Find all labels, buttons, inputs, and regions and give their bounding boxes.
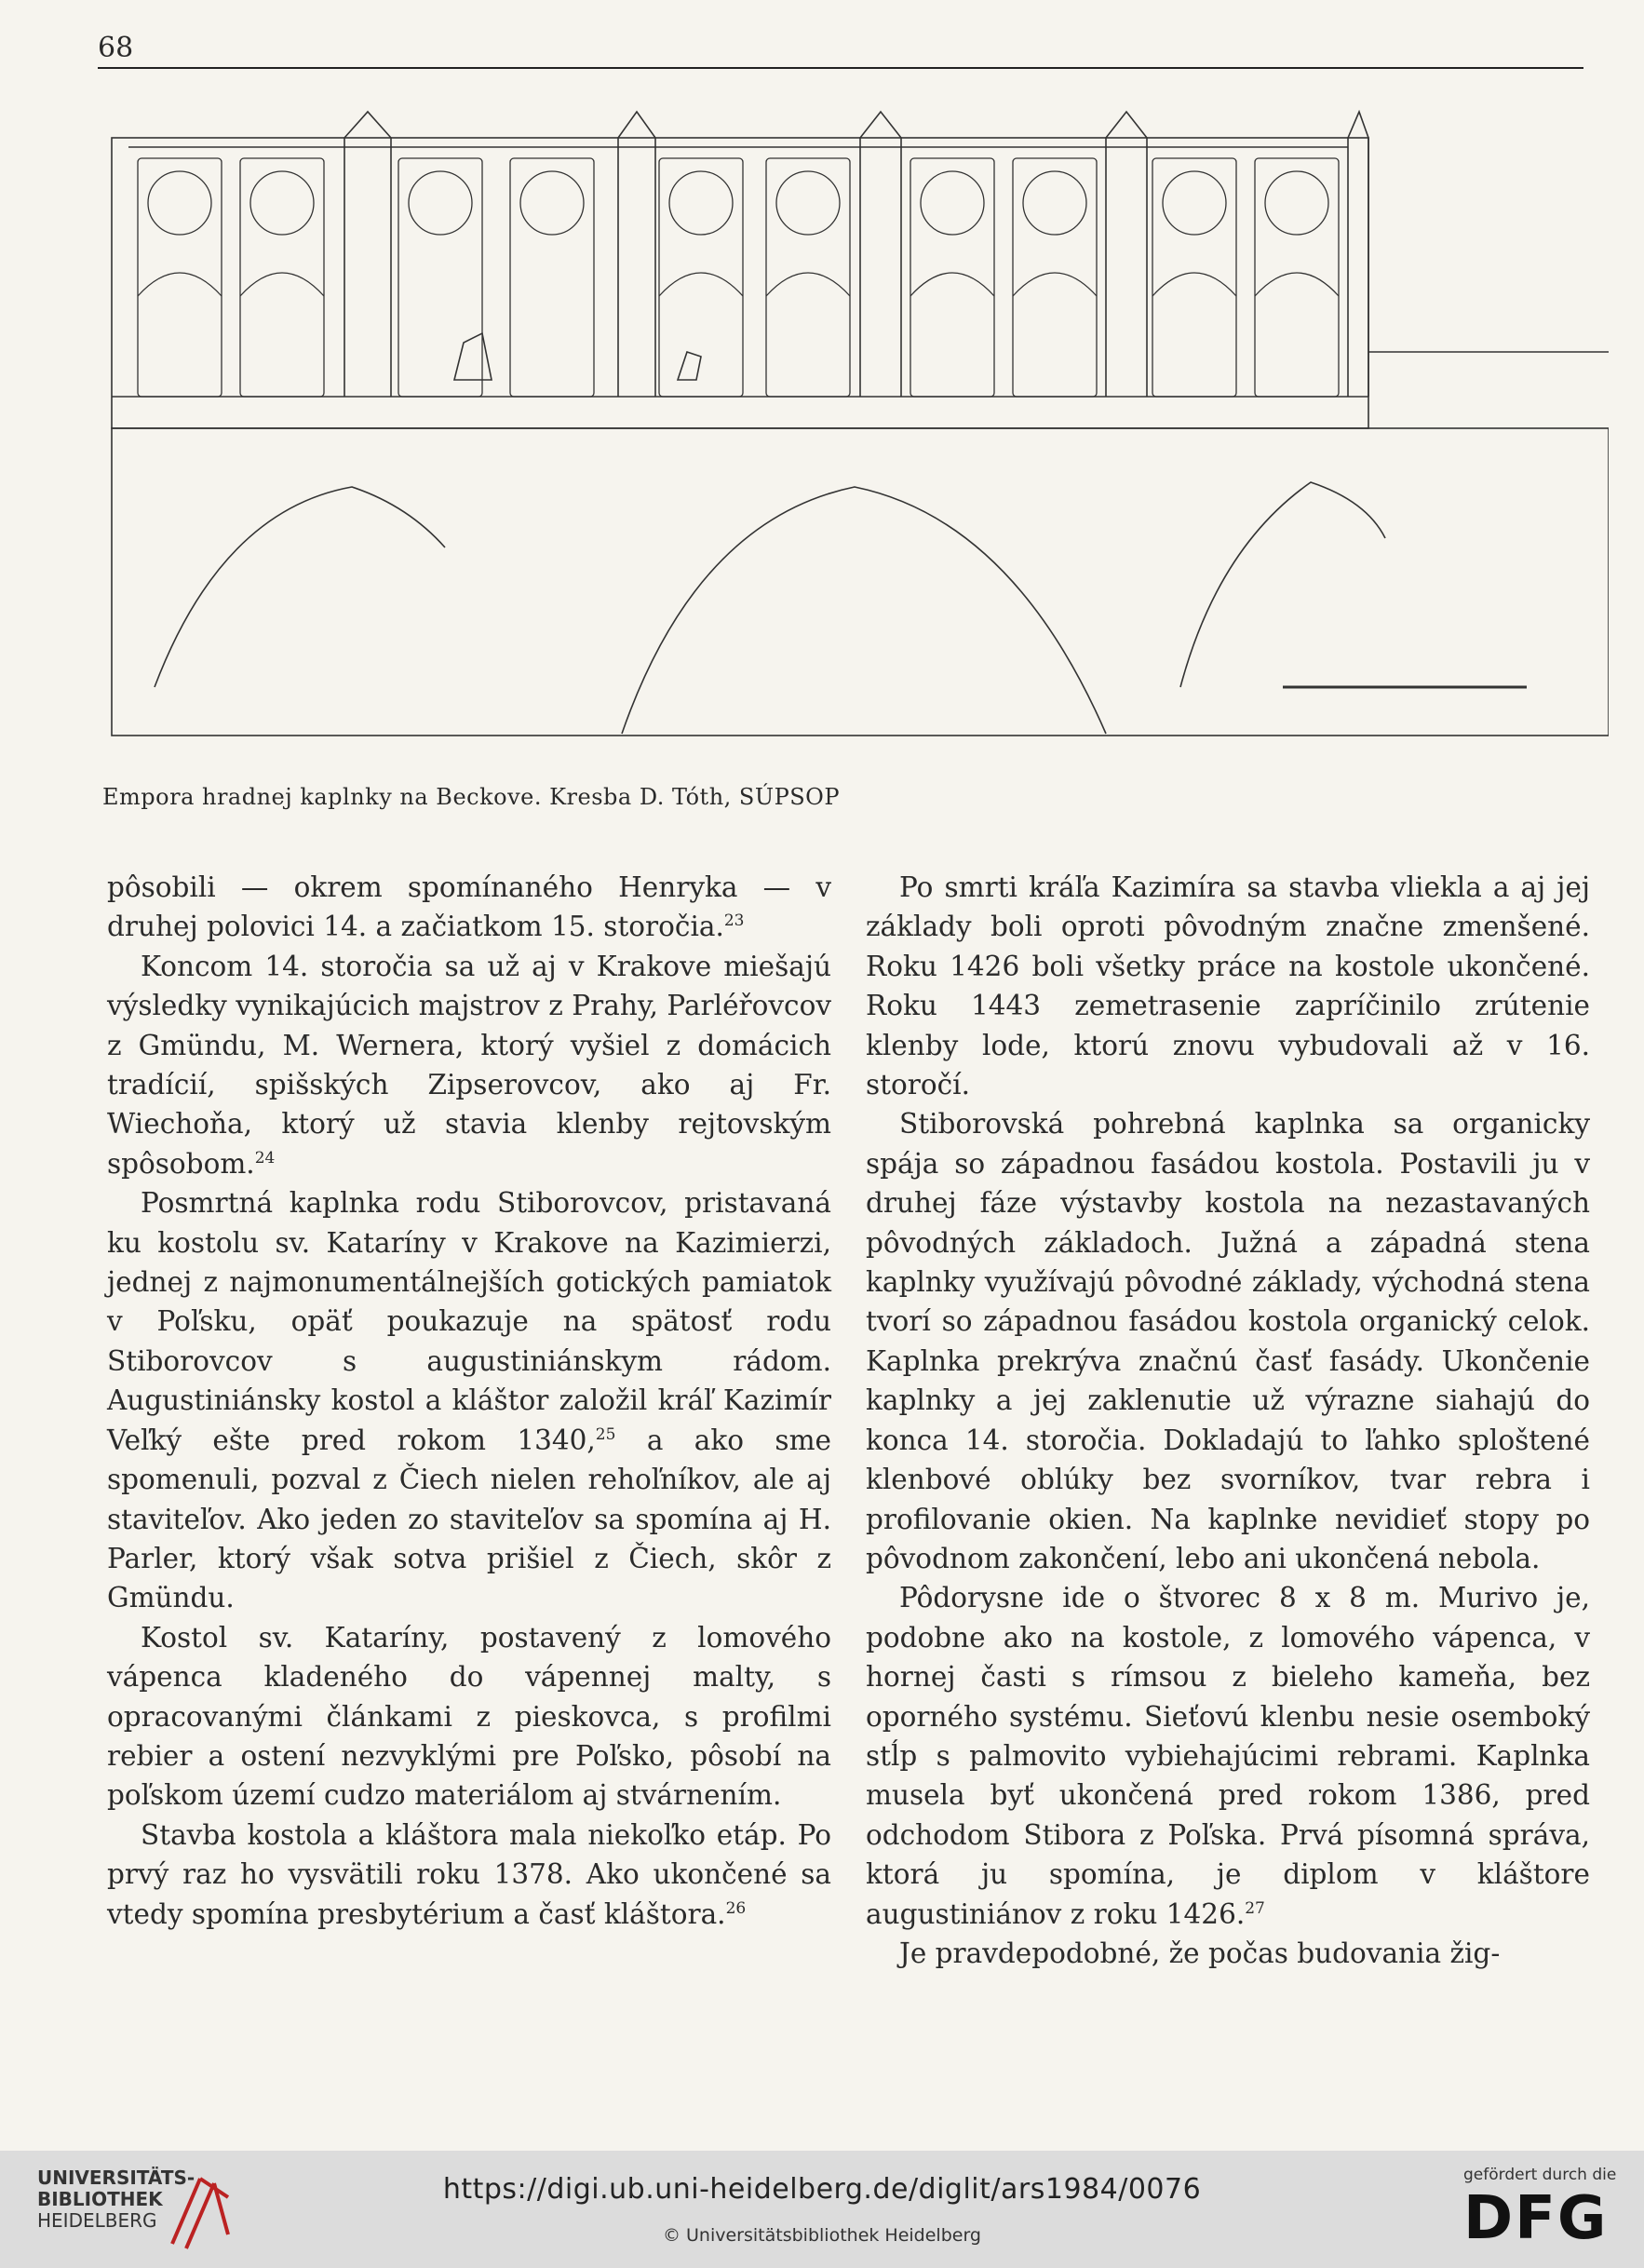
footnote-ref: 24 — [254, 1149, 276, 1168]
paragraph: Je pravdepodobné, že počas budovania žig- — [899, 1937, 1501, 1969]
footnote-ref: 25 — [595, 1424, 616, 1444]
footnote-ref: 27 — [1245, 1898, 1265, 1918]
figure-caption: Empora hradnej kaplnky na Beckove. Kresba D. Tóth, SÚPSOP — [102, 784, 840, 810]
paragraph: Stavba kostola a kláštora mala niekoľko etáp. Po prvý raz ho vysvätili roku 1378. Ako ukončené sa vtedy spomína presbytérium a časť kláštora.$^{26}$ — [107, 1818, 831, 1930]
paragraph: Pôdorysne ide o štvorec 8 x 8 m. Murivo je, podobne ako na kostole, z lomového vápenca, v hornej časti s rímsou z bieleho kameňa, bez oporného systému. Sieťovú klenbu nesie osemboký stĺp s palmovito vybiehajúcimi rebrami. Kaplnka musela byť ukončená pred rokom 1386, pred odchodom Stibora z Poľska. Prvá písomná správa, ktorá ju spomína, je diplom v kláštore augustiniánov z roku 1426.27 — [866, 1582, 1590, 1930]
funded-by-label: gefördert durch die — [1463, 2166, 1617, 2184]
footnote-ref: 23 — [723, 911, 745, 931]
paragraph: Koncom 14. storočia sa už aj v Krakove miešajú výsledky vynikajúcich majstrov z Prahy, Parléřovcov z Gmündu, M. Wernera, ktorý vyšiel z domácich tradícií, spišských Zipserovcov, ako aj Fr. Wiechoňa, ktorý už stavia klenby rejtovským spôsobom.$^{24}$ — [107, 950, 831, 1180]
paragraph: Posmrtná kaplnka rodu Stiborovcov, pristavaná ku kostolu sv. Kataríny v Krakove na Kazimierzi, jednej z najmonumentálnejších gotických pamiatok v Poľsku, opäť poukazuje na spätosť rodu Stiborovcov s augustiniánskym rádom. Augustiniánsky kostol a kláštor založil kráľ Kazimír Veľký ešte pred rokom 1340,25 a ako sme spomenuli, pozval z Čiech nielen rehoľníkov, ale aj staviteľov. Ako jeden zo staviteľov sa spomína aj H. Parler, ktorý však sotva prišiel z Čiech, skôr z Gmündu. — [107, 1187, 831, 1614]
left-column — [107, 868, 831, 1934]
header-rule — [98, 67, 1583, 69]
paragraph: Stiborovská pohrebná kaplnka sa organicky spája so západnou fasádou kostola. Postavili ju v druhej fáze výstavby kostola na nezastavaných pôvodných základoch. Južná a západná stena kaplnky využívajú pôvodné základy, východná stena tvorí so západnou fasádou kostola organický celok. Kaplnka prekrýva značnú časť fasády. Ukončenie kaplnky a jej zaklenutie už výrazne siahajú do konca 14. storočia. Dokladajú to ľahko sploštené klenbové oblúky bez svorníkov, tvar rebra i profilovanie okien. Na kaplnke nevidieť stopy po pôvodnom zakončení, lebo ani ukončená nebola. — [866, 1108, 1590, 1574]
right-column — [866, 868, 1590, 1973]
architectural-drawing — [101, 110, 1609, 743]
paragraph: pôsobili — okrem spomínaného Henryka — v druhej polovici 14. a začiatkom 15. storočia.$^{23}$ — [107, 871, 831, 943]
paragraph: Kostol sv. Kataríny, postavený z lomového vápenca kladeného do vápennej malty, s opracovanými článkami z pieskovca, s profilmi rebier a ostení nezvyklými pre Poľsko, pôsobí na poľskom území cudzo materiálom aj stvárnením. — [107, 1621, 831, 1812]
paragraph: Po smrti kráľa Kazimíra sa stavba vliekla a aj jej základy boli oproti pôvodným značne zmenšené. Roku 1426 boli všetky práce na kostole ukončené. Roku 1443 zemetrasenie zapríčinilo zrútenie klenby lode, ktorú znovu vybudovali až v 16. storočí. — [866, 871, 1590, 1101]
footnote-ref: 26 — [725, 1898, 747, 1918]
copyright-text: © Universitätsbibliothek Heidelberg — [662, 2225, 981, 2246]
logo-line: HEIDELBERG — [37, 2209, 157, 2232]
page-url-link[interactable]: https://digi.ub.uni-heidelberg.de/diglit/ars1984/0076 — [442, 2173, 1202, 2206]
logo-line: BIBLIOTHEK — [37, 2188, 163, 2210]
logo-line: UNIVERSITÄTS- — [37, 2167, 195, 2189]
footer-bar — [0, 2151, 1644, 2268]
page-number: 68 — [98, 32, 134, 64]
dfg-logo[interactable]: DFG — [1463, 2184, 1609, 2253]
